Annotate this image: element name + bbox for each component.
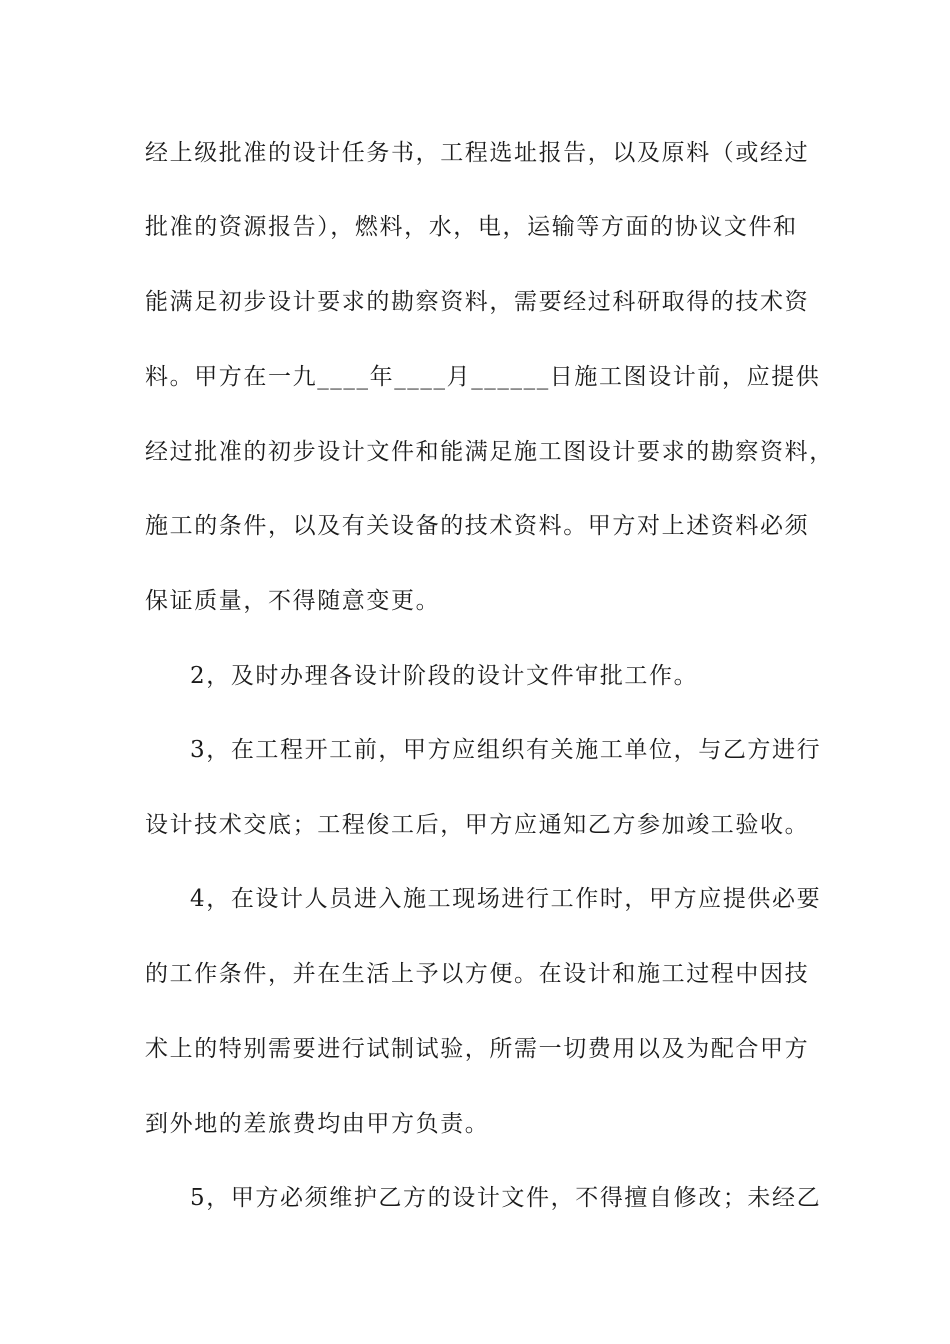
paragraph-4-line: 4，在设计人员进入施工现场进行工作时，甲方应提供必要 bbox=[190, 886, 822, 912]
text-line: 设计技术交底；工程俊工后，甲方应通知乙方参加竣工验收。 bbox=[145, 812, 810, 838]
text-line: 经上级批准的设计任务书，工程选址报告，以及原料（或经过 bbox=[145, 140, 810, 166]
text-line: 的工作条件，并在生活上予以方便。在设计和施工过程中因技 bbox=[145, 961, 810, 987]
text-line: 施工的条件，以及有关设备的技术资料。甲方对上述资料必须 bbox=[145, 513, 810, 539]
text-line: 批准的资源报告），燃料，水，电，运输等方面的协议文件和 bbox=[145, 214, 798, 240]
paragraph-5-line: 5，甲方必须维护乙方的设计文件，不得擅自修改；未经乙 bbox=[190, 1185, 822, 1211]
text-line: 料。甲方在一九____年____月______日施工图设计前，应提供 bbox=[145, 364, 821, 390]
text-line: 术上的特别需要进行试制试验，所需一切费用以及为配合甲方 bbox=[145, 1036, 810, 1062]
paragraph-3-line: 3，在工程开工前，甲方应组织有关施工单位，与乙方进行 bbox=[190, 737, 822, 763]
paragraph-2-line: 2，及时办理各设计阶段的设计文件审批工作。 bbox=[190, 663, 699, 689]
text-line: 保证质量，不得随意变更。 bbox=[145, 588, 441, 614]
text-line: 经过批准的初步设计文件和能满足施工图设计要求的勘察资料， bbox=[145, 439, 834, 465]
text-line: 到外地的差旅费均由甲方负责。 bbox=[145, 1111, 490, 1137]
text-line: 能满足初步设计要求的勘察资料，需要经过科研取得的技术资 bbox=[145, 289, 810, 315]
